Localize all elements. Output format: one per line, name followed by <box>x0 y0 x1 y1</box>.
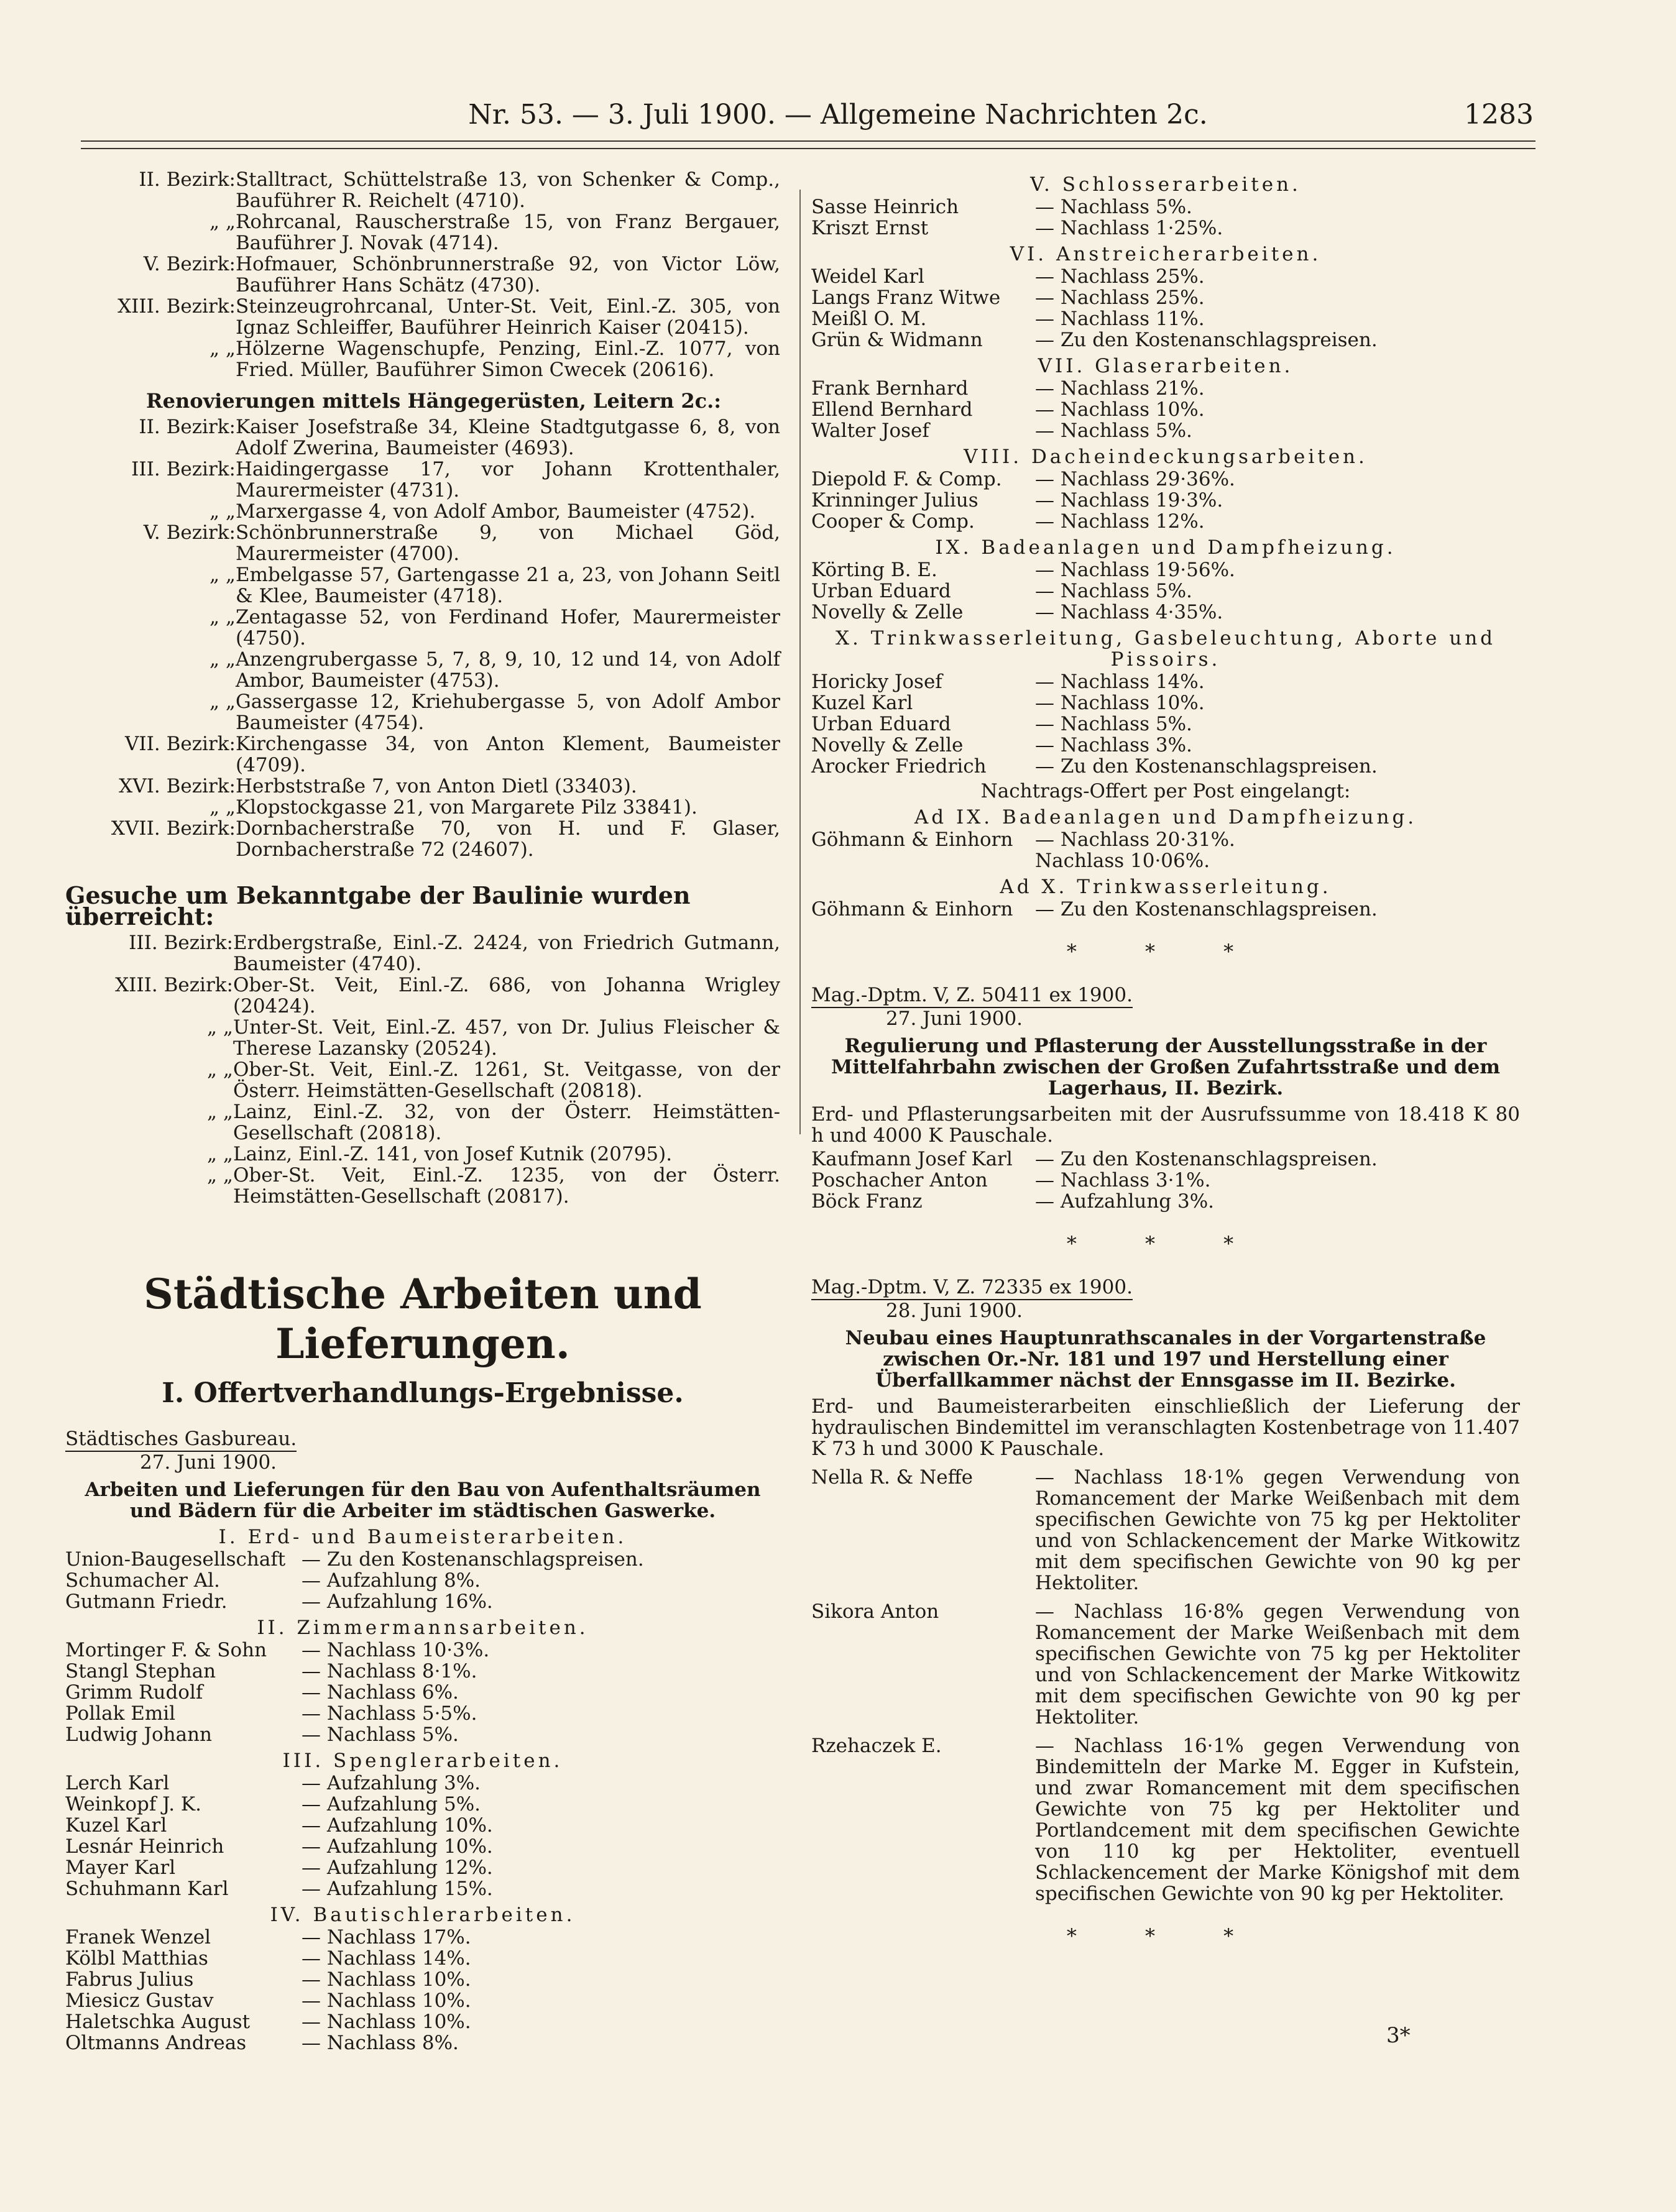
b1-table <box>811 1149 1520 1212</box>
bid-result: — Nachlass 16·8% gegen Verwendung von Romancement der Marke Weißenbach mit dem specifischen Gewichte von 75 kg per Hektoliter und von Schlackencement der Marke Witkowitz mit dem specifischen Gewichte von 90 kg per Hektoliter. <box>1035 1600 1520 1728</box>
renovation-district: „ „ <box>210 606 236 628</box>
bidder-name: Arocker Friedrich <box>811 755 987 778</box>
bidder-name: Gutmann Friedr. <box>65 1590 228 1613</box>
building-line-row <box>65 1165 780 1207</box>
renovation-row <box>65 607 780 649</box>
bid-result: — Nachlass 10%. <box>302 1989 471 2012</box>
offer-entry <box>811 1601 1520 1728</box>
renovation-district: „ „ <box>210 691 236 713</box>
renovation-district: „ „ <box>210 796 236 819</box>
bidder-name: Diepold F. & Comp. <box>811 468 1002 490</box>
offer-date: 27. Juni 1900. <box>140 1451 277 1474</box>
bid-table <box>811 378 1520 441</box>
bidder-name: Mortinger F. & Sohn <box>65 1639 267 1661</box>
bidder-name: Grün & Widmann <box>811 329 983 351</box>
offer-sections-continued <box>811 174 1520 777</box>
bid-result: — Nachlass 14%. <box>302 1947 471 1970</box>
building-line-entry: Lainz, Einl.-Z. 32, von der Österr. Heimstätten-Gesellschaft (20818). <box>233 1101 780 1144</box>
renovation-district: „ „ <box>210 564 236 586</box>
bidder-name: Urban Eduard <box>811 713 951 735</box>
bidder-name <box>811 850 1035 871</box>
bid-result: — Zu den Kostenanschlagspreisen. <box>1035 329 1378 351</box>
bid-table <box>811 196 1520 239</box>
left-column <box>65 169 780 2054</box>
bid-table <box>811 469 1520 532</box>
renovation-row <box>65 522 780 564</box>
bid-result: — Nachlass 17%. <box>302 1926 471 1948</box>
bidder-name: Langs Franz Witwe <box>811 287 1001 309</box>
bid-table <box>811 671 1520 777</box>
bid-result: — Nachlass 5%. <box>1035 420 1192 442</box>
bidder-name: Novelly & Zelle <box>811 734 964 756</box>
building-line-list <box>65 932 780 1207</box>
bidder-name: Kuzel Karl <box>811 692 913 714</box>
bid-result: — Nachlass 29·36%. <box>1035 468 1235 490</box>
trade-section-title: I. Erd- und Baumeisterarbeiten. <box>218 1526 627 1548</box>
bid-result: — Aufzahlung 15%. <box>302 1878 493 1900</box>
bid-result: — Nachlass 10%. <box>302 1968 471 1991</box>
bid-result: — Nachlass 14%. <box>1035 671 1205 693</box>
building-line-district: „ „ <box>207 1143 233 1165</box>
renovation-district: II. Bezirk: <box>139 416 236 438</box>
bidder-name: Körting B. E. <box>811 559 937 581</box>
trade-section-title: VII. Glaserarbeiten. <box>1038 355 1294 377</box>
bid-table <box>65 1640 780 1745</box>
bid-result: — Aufzahlung 5%. <box>302 1793 481 1815</box>
ad9-table <box>811 829 1520 871</box>
offer-entry <box>811 1467 1520 1594</box>
bidder-name: Fabrus Julius <box>65 1968 194 1991</box>
permit-row <box>65 211 780 254</box>
bid-result: — Aufzahlung 10%. <box>302 1835 493 1858</box>
trade-section-title: IV. Bautischlerarbeiten. <box>270 1904 576 1926</box>
building-line-row <box>65 1101 780 1144</box>
issue-line: Nr. 53. — 3. Juli 1900. — Allgemeine Nachrichten 2c. <box>468 99 1208 131</box>
bidder-name: Ellend Bernhard <box>811 398 973 421</box>
bidder-name: Nella R. & Neffe <box>811 1466 973 1489</box>
ad9-title: Ad IX. Badeanlagen und Dampfheizung. <box>914 806 1417 828</box>
building-line-district: „ „ <box>207 1058 233 1081</box>
building-line-heading: Gesuche um Bekanntgabe der Baulinie wurden überreicht: <box>65 881 691 930</box>
permit-district: „ „ <box>210 211 236 233</box>
bidder-name: Union-Baugesellschaft <box>65 1548 286 1571</box>
bid-result: — Nachlass 16·1% gegen Verwendung von Bindemitteln der Marke M. Egger in Kufstein, und zwar Romancement mit dem specifischen Gewichte von 75 kg per Hektoliter und Portlandcement mit dem specifischen Gewichte von 110 kg per Hektoliter, eventuell Schlackencement der Marke Königshof mit dem specifischen Gewichte von 90 kg per Hektoliter. <box>1035 1735 1520 1905</box>
bid-result: — Nachlass 5%. <box>1035 713 1192 735</box>
bidder-name: Walter Josef <box>811 420 929 442</box>
column-divider <box>799 190 801 1134</box>
bidder-name: Horicky Josef <box>811 671 942 693</box>
bid-result: — Zu den Kostenanschlagspreisen. <box>1035 1148 1378 1170</box>
bid-result: — Aufzahlung 3%. <box>1035 1190 1215 1213</box>
b2-reference: Mag.-Dptm. V, Z. 72335 ex 1900. <box>811 1277 1133 1300</box>
right-column <box>811 169 1520 1963</box>
bid-table <box>65 1773 780 1899</box>
permit-entry: Rohrcanal, Rauscherstraße 15, von Franz Bergauer, Bauführer J. Novak (4714). <box>236 211 780 254</box>
renovation-entry: Marxergasse 4, von Adolf Ambor, Baumeister (4752). <box>236 500 756 523</box>
trade-section-title: X. Trinkwasserleitung, Gasbeleuchtung, Aborte und Pissoirs. <box>835 627 1496 671</box>
building-line-entry: Lainz, Einl.-Z. 141, von Josef Kutnik (20795). <box>233 1143 673 1165</box>
trade-section-title: VIII. Dacheindeckungsarbeiten. <box>964 446 1368 468</box>
offer-sections <box>65 1526 780 2054</box>
renovation-row <box>65 691 780 733</box>
bidder-name: Stangl Stephan <box>65 1660 216 1682</box>
bid-result: — Nachlass 4·35%. <box>1035 601 1223 623</box>
project-title: Arbeiten und Lieferungen für den Bau von Aufenthaltsräumen und Bädern für die Arbeiter im städtischen Gaswerke. <box>85 1479 761 1522</box>
separator-stars: * * * <box>1066 940 1265 963</box>
renovation-entry: Zentagasse 52, von Ferdinand Hofer, Maurermeister (4750). <box>236 606 780 649</box>
bidder-name: Göhmann & Einhorn <box>811 828 1013 851</box>
bidder-name: Sikora Anton <box>811 1600 939 1623</box>
permit-district: „ „ <box>210 337 236 360</box>
bidder-name: Oltmanns Andreas <box>65 2032 247 2054</box>
bid-result: — Aufzahlung 12%. <box>302 1856 493 1879</box>
bid-result: — Nachlass 8%. <box>302 2032 459 2054</box>
ad10-table <box>811 899 1520 920</box>
bid-result: — Nachlass 10%. <box>1035 692 1205 714</box>
building-line-entry: Ober-St. Veit, Einl.-Z. 1261, St. Veitgasse, von der Österr. Heimstätten-Gesellschaft (20818). <box>233 1058 780 1102</box>
renovation-list <box>65 416 780 860</box>
bid-result: — Nachlass 19·56%. <box>1035 559 1235 581</box>
bidder-name: Schumacher Al. <box>65 1569 220 1592</box>
bid-result: — Nachlass 20·31%. <box>1035 828 1235 851</box>
bid-table <box>65 1927 780 2054</box>
permit-row <box>65 296 780 338</box>
bidder-name: Urban Eduard <box>811 580 951 602</box>
permit-district: XIII. Bezirk: <box>117 295 236 318</box>
renovation-entry: Herbststraße 7, von Anton Dietl (33403). <box>236 775 637 797</box>
building-line-district: „ „ <box>207 1164 233 1186</box>
permit-row <box>65 338 780 380</box>
bid-result: — Nachlass 5%. <box>1035 196 1192 218</box>
bid-result: — Nachlass 5·5%. <box>302 1702 477 1725</box>
renovation-entry: Klopstockgasse 21, von Margarete Pilz 33841). <box>236 796 698 819</box>
bid-result: — Nachlass 11%. <box>1035 308 1205 330</box>
renovation-row <box>65 459 780 501</box>
bid-result: — Nachlass 6%. <box>302 1681 459 1704</box>
bid-result: — Zu den Kostenanschlagspreisen. <box>1035 898 1378 920</box>
bid-result: — Nachlass 10·3%. <box>302 1639 490 1661</box>
supplement-note: Nachtrags-Offert per Post eingelangt: <box>980 780 1351 802</box>
bidder-name: Cooper & Comp. <box>811 510 975 533</box>
bid-result: — Nachlass 3·1%. <box>1035 1169 1211 1191</box>
bidder-name: Kaufmann Josef Karl <box>811 1148 1013 1170</box>
bidder-name: Lerch Karl <box>65 1772 170 1794</box>
renovation-entry: Haidingergasse 17, vor Johann Krottenthaler, Maurermeister (4731). <box>236 458 780 502</box>
page-number: 1283 <box>1464 99 1534 131</box>
bidder-name: Krinninger Julius <box>811 489 978 512</box>
bid-table <box>65 1549 780 1612</box>
bid-result: — Zu den Kostenanschlagspreisen. <box>302 1548 644 1571</box>
renovation-row <box>65 564 780 607</box>
permit-district: II. Bezirk: <box>139 168 236 191</box>
separator-stars-3: * * * <box>1066 1924 1265 1948</box>
section-subtitle: I. Offertverhandlungs-Ergebnisse. <box>162 1377 684 1409</box>
building-line-row <box>65 1144 780 1165</box>
bid-result: Nachlass 10·06%. <box>1035 850 1210 872</box>
renovation-row <box>65 776 780 797</box>
bid-result: — Aufzahlung 8%. <box>302 1569 481 1592</box>
trade-section-title: II. Zimmermannsarbeiten. <box>257 1617 589 1639</box>
renovation-entry: Dornbacherstraße 70, von H. und F. Glaser, Dornbacherstraße 72 (24607). <box>236 817 780 861</box>
bidder-name: Pollak Emil <box>65 1702 176 1725</box>
b2-project: Neubau eines Hauptunrathscanales in der Vorgartenstraße zwischen Or.-Nr. 181 und 197 und Herstellung einer Überfallkammer nächst der Ennsgasse im II. Bezirke. <box>845 1327 1486 1392</box>
bidder-name: Franek Wenzel <box>65 1926 211 1948</box>
renovation-row <box>65 818 780 860</box>
bidder-name: Meißl O. M. <box>811 308 927 330</box>
b1-reference: Mag.-Dptm. V, Z. 50411 ex 1900. <box>811 984 1133 1008</box>
renovation-entry: Kaiser Josefstraße 34, Kleine Stadtgutgasse 6, 8, von Adolf Zwerina, Baumeister (4693). <box>236 416 780 459</box>
renovation-district: „ „ <box>210 500 236 523</box>
bid-result: — Nachlass 19·3%. <box>1035 489 1223 512</box>
trade-section-title: VI. Anstreicherarbeiten. <box>1010 243 1322 265</box>
bidder-name: Lesnár Heinrich <box>65 1835 224 1858</box>
renovation-district: III. Bezirk: <box>131 458 236 480</box>
building-line-row <box>65 1017 780 1059</box>
permit-entry: Steinzeugrohrcanal, Unter-St. Veit, Einl.-Z. 305, von Ignaz Schleiffer, Bauführer Heinrich Kaiser (20415). <box>236 295 780 339</box>
renovation-district: VII. Bezirk: <box>124 733 236 755</box>
trade-section-title: III. Spenglerarbeiten. <box>282 1750 563 1772</box>
renovation-district: „ „ <box>210 648 236 671</box>
renovation-row <box>65 501 780 522</box>
bid-result: — Nachlass 8·1%. <box>302 1660 477 1682</box>
b1-project: Regulierung und Pflasterung der Ausstellungsstraße in der Mittelfahrbahn zwischen der Großen Zufahrtsstraße und dem Lagerhaus, II. Bezirk. <box>831 1035 1500 1099</box>
bid-result: — Nachlass 5%. <box>1035 580 1192 602</box>
b2-date: 28. Juni 1900. <box>886 1300 1023 1322</box>
bid-result: — Nachlass 5%. <box>302 1723 459 1746</box>
permit-row <box>65 169 780 211</box>
building-line-district: „ „ <box>207 1016 233 1039</box>
building-line-row <box>65 975 780 1017</box>
renovation-entry: Embelgasse 57, Gartengasse 21 a, 23, von Johann Seitl & Klee, Baumeister (4718). <box>236 564 780 607</box>
bid-result: — Nachlass 10%. <box>302 2011 471 2033</box>
renovation-entry: Schönbrunnerstraße 9, von Michael Göd, Maurermeister (4700). <box>236 521 780 565</box>
bid-result: — Zu den Kostenanschlagspreisen. <box>1035 755 1378 778</box>
bidder-name: Göhmann & Einhorn <box>811 898 1013 920</box>
permit-district: V. Bezirk: <box>143 253 236 275</box>
bidder-name: Böck Franz <box>811 1190 923 1213</box>
renovation-entry: Gassergasse 12, Kriehubergasse 5, von Adolf Ambor Baumeister (4754). <box>236 691 780 734</box>
renovation-entry: Anzengrubergasse 5, 7, 8, 9, 10, 12 und 14, von Adolf Ambor, Baumeister (4753). <box>236 648 780 692</box>
bid-result: — Aufzahlung 3%. <box>302 1772 481 1794</box>
trade-section-title: IX. Badeanlagen und Dampfheizung. <box>935 536 1396 559</box>
renovation-district: XVI. Bezirk: <box>119 775 236 797</box>
permit-entry: Hölzerne Wagenschupfe, Penzing, Einl.-Z. 1077, von Fried. Müller, Bauführer Simon Cwecek (20616). <box>236 337 780 381</box>
signature-mark: 3* <box>1386 2023 1411 2048</box>
building-line-row <box>65 1059 780 1101</box>
trade-section-title: V. Schlosserarbeiten. <box>1030 173 1301 196</box>
bidder-name: Schuhmann Karl <box>65 1878 229 1900</box>
ad10-title: Ad X. Trinkwasserleitung. <box>1000 876 1332 898</box>
building-line-entry: Ober-St. Veit, Einl.-Z. 686, von Johanna Wrigley (20424). <box>233 974 780 1017</box>
permit-entry: Hofmauer, Schönbrunnerstraße 92, von Victor Löw, Bauführer Hans Schätz (4730). <box>236 253 780 296</box>
renovation-heading: Renovierungen mittels Hängegerüsten, Leitern 2c.: <box>146 389 722 413</box>
building-line-entry: Unter-St. Veit, Einl.-Z. 457, von Dr. Julius Fleischer & Therese Lazansky (20524). <box>233 1016 780 1060</box>
permit-row <box>65 254 780 296</box>
building-line-district: „ „ <box>207 1101 233 1123</box>
bidder-name: Weinkopf J. K. <box>65 1793 201 1815</box>
bid-result: — Aufzahlung 16%. <box>302 1590 493 1613</box>
bidder-name: Ludwig Johann <box>65 1723 213 1746</box>
building-permits-list <box>65 169 780 380</box>
bid-result: — Nachlass 10%. <box>1035 398 1205 421</box>
bidder-name: Kölbl Matthias <box>65 1947 208 1970</box>
bidder-name: Haletschka August <box>65 2011 251 2033</box>
bid-result: — Nachlass 25%. <box>1035 287 1205 309</box>
bid-table <box>811 266 1520 351</box>
bid-result: — Aufzahlung 10%. <box>302 1814 493 1837</box>
renovation-entry: Kirchengasse 34, von Anton Klement, Baumeister (4709). <box>236 733 780 776</box>
bidder-name: Rzehaczek E. <box>811 1735 942 1757</box>
permit-entry: Stalltract, Schüttelstraße 13, von Schenker & Comp., Bauführer R. Reichelt (4710). <box>236 168 780 212</box>
separator-stars-2: * * * <box>1066 1232 1265 1255</box>
renovation-row <box>65 733 780 776</box>
section-title: Städtische Arbeiten und Lieferungen. <box>144 1270 702 1368</box>
renovation-row <box>65 649 780 691</box>
bidder-name: Frank Bernhard <box>811 377 969 400</box>
bid-result: — Nachlass 12%. <box>1035 510 1205 533</box>
header-rule <box>81 140 1536 149</box>
bid-result: — Nachlass 3%. <box>1035 734 1192 756</box>
bidder-name: Miesicz Gustav <box>65 1989 214 2012</box>
b1-date: 27. Juni 1900. <box>886 1007 1023 1030</box>
bid-result: — Nachlass 18·1% gegen Verwendung von Romancement der Marke Weißenbach mit dem specifischen Gewichte von 75 kg per Hektoliter und von Schlackencement der Marke Witkowitz mit dem specifischen Gewichte von 90 kg per Hektoliter. <box>1035 1466 1520 1594</box>
building-line-district: III. Bezirk: <box>129 932 233 954</box>
bidder-name: Mayer Karl <box>65 1856 176 1879</box>
building-line-entry: Erdbergstraße, Einl.-Z. 2424, von Friedrich Gutmann, Baumeister (4740). <box>233 932 780 975</box>
renovation-district: XVII. Bezirk: <box>111 817 236 840</box>
bid-result: — Nachlass 1·25%. <box>1035 217 1223 239</box>
b1-description: Erd- und Pflasterungsarbeiten mit der Ausrufssumme von 18.418 K 80 h und 4000 K Pauschale. <box>811 1103 1520 1147</box>
building-line-entry: Ober-St. Veit, Einl.-Z. 1235, von der Österr. Heimstätten-Gesellschaft (20817). <box>233 1164 780 1208</box>
office-reference: Städtisches Gasbureau. <box>65 1428 297 1452</box>
bid-result: — Nachlass 21%. <box>1035 377 1205 400</box>
bid-result: — Nachlass 25%. <box>1035 265 1205 288</box>
bidder-name: Sasse Heinrich <box>811 196 959 218</box>
bidder-name: Grimm Rudolf <box>65 1681 203 1704</box>
b2-offers <box>811 1467 1520 1904</box>
renovation-district: V. Bezirk: <box>143 521 236 544</box>
bid-table <box>811 559 1520 623</box>
renovation-row <box>65 797 780 818</box>
b2-description: Erd- und Baumeisterarbeiten einschließlich der Lieferung der hydraulischen Bindemittel im veranschlagten Kostenbetrage von 11.407 K 73 h und 3000 K Pauschale. <box>811 1395 1520 1460</box>
bidder-name: Novelly & Zelle <box>811 601 964 623</box>
bidder-name: Poschacher Anton <box>811 1169 988 1191</box>
offer-entry <box>811 1735 1520 1904</box>
building-line-district: XIII. Bezirk: <box>115 974 233 996</box>
bidder-name: Kriszt Ernst <box>811 217 929 239</box>
building-line-row <box>65 932 780 975</box>
bidder-name: Weidel Karl <box>811 265 924 288</box>
renovation-row <box>65 416 780 459</box>
bidder-name: Kuzel Karl <box>65 1814 167 1837</box>
